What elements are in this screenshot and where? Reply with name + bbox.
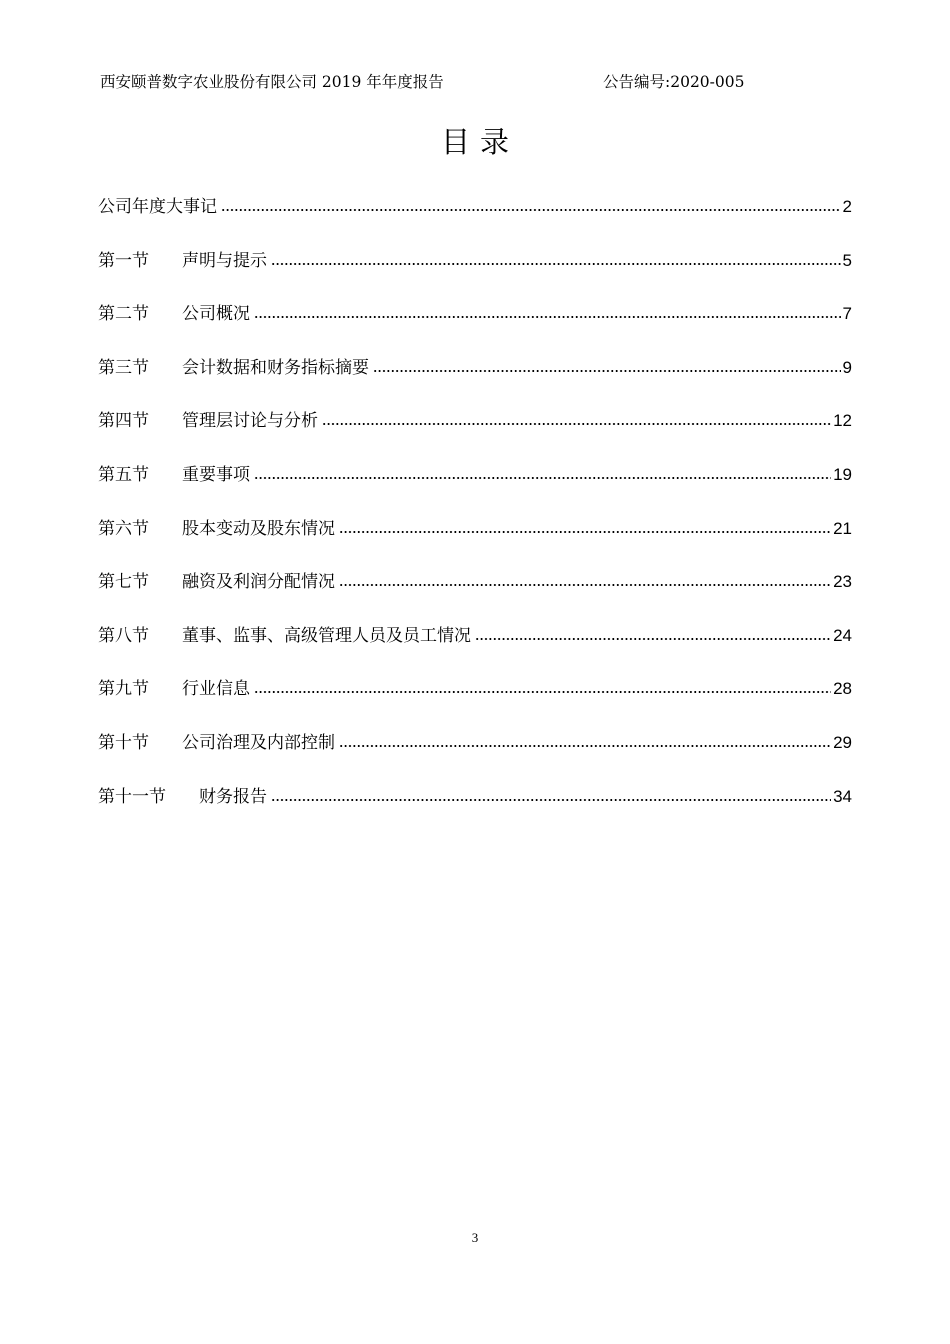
toc-entry-title: 声明与提示 xyxy=(182,250,267,271)
toc-entry-page: 21 xyxy=(833,518,852,538)
toc-entry-number: 第十一节 xyxy=(98,786,166,807)
toc-entry-section-2[interactable] xyxy=(98,300,852,354)
toc-title: 目录 xyxy=(440,125,519,159)
toc-entry-section-1[interactable] xyxy=(98,247,852,301)
toc-entry-page: 24 xyxy=(833,625,852,645)
toc-leader-dots xyxy=(339,729,831,749)
toc-leader-dots xyxy=(373,354,841,374)
toc-entry-page: 9 xyxy=(842,357,852,377)
toc-entry-title: 财务报告 xyxy=(199,786,267,807)
toc-entry-section-11[interactable] xyxy=(98,783,852,837)
toc-entry-section-7[interactable] xyxy=(98,568,852,622)
page-header xyxy=(100,70,852,92)
toc-entry-section-4[interactable] xyxy=(98,407,852,461)
toc-entry-title: 行业信息 xyxy=(182,679,250,700)
toc-entry-page: 28 xyxy=(833,679,852,699)
toc-leader-dots xyxy=(339,515,831,535)
toc-entry-number: 第六节 xyxy=(98,518,149,539)
page-number: 3 xyxy=(471,1230,479,1245)
toc-entry-page: 23 xyxy=(833,572,852,592)
toc-entry-title: 管理层讨论与分析 xyxy=(182,411,318,432)
header-company-report: 西安颐普数字农业股份有限公司 2019 年年度报告 xyxy=(100,73,444,91)
toc-leader-dots xyxy=(475,622,831,642)
toc-entry-number: 第十节 xyxy=(98,732,149,753)
toc-entry-number: 第七节 xyxy=(98,572,149,593)
toc-entry-number: 第九节 xyxy=(98,679,149,700)
toc-entry-page: 2 xyxy=(842,197,852,216)
header-announcement-number: 公告编号:2020-005 xyxy=(603,73,745,91)
toc-leader-dots xyxy=(339,568,831,588)
toc-entry-title: 公司概况 xyxy=(182,304,250,325)
toc-leader-dots xyxy=(254,461,831,481)
toc-entry-title: 公司治理及内部控制 xyxy=(182,732,335,753)
toc-entry-page: 7 xyxy=(842,304,852,324)
toc-entry-title: 股本变动及股东情况 xyxy=(182,518,335,539)
toc-entry-section-8[interactable] xyxy=(98,622,852,676)
toc-entry-annual-events[interactable] xyxy=(98,193,852,247)
toc-leader-dots xyxy=(221,193,841,213)
toc-entry-page: 5 xyxy=(842,250,852,270)
toc-leader-dots xyxy=(271,783,831,803)
toc-entry-section-9[interactable] xyxy=(98,675,852,729)
toc-entry-page: 34 xyxy=(833,786,852,806)
toc-entry-number: 第一节 xyxy=(98,250,149,271)
toc-entry-number: 第二节 xyxy=(98,304,149,325)
toc-entry-title: 融资及利润分配情况 xyxy=(182,572,335,593)
toc-leader-dots xyxy=(271,247,841,267)
toc-entry-number: 第四节 xyxy=(98,411,149,432)
toc-entry-title: 会计数据和财务指标摘要 xyxy=(182,357,369,378)
toc-entry-section-10[interactable] xyxy=(98,729,852,783)
toc-entry-section-5[interactable] xyxy=(98,461,852,515)
toc-leader-dots xyxy=(254,300,841,320)
toc-entry-page: 29 xyxy=(833,732,852,752)
toc-entry-number: 第八节 xyxy=(98,625,149,646)
toc-entry-section-6[interactable] xyxy=(98,515,852,569)
toc-leader-dots xyxy=(322,407,831,427)
table-of-contents xyxy=(98,193,852,836)
toc-leader-dots xyxy=(254,675,831,695)
toc-entry-title: 重要事项 xyxy=(182,464,250,485)
toc-entry-section-3[interactable] xyxy=(98,354,852,408)
toc-entry-number: 第三节 xyxy=(98,357,149,378)
toc-entry-title: 公司年度大事记 xyxy=(98,197,217,217)
toc-entry-title: 董事、监事、高级管理人员及员工情况 xyxy=(182,625,471,646)
toc-entry-number: 第五节 xyxy=(98,464,149,485)
toc-entry-page: 19 xyxy=(833,464,852,484)
toc-entry-page: 12 xyxy=(833,411,852,431)
